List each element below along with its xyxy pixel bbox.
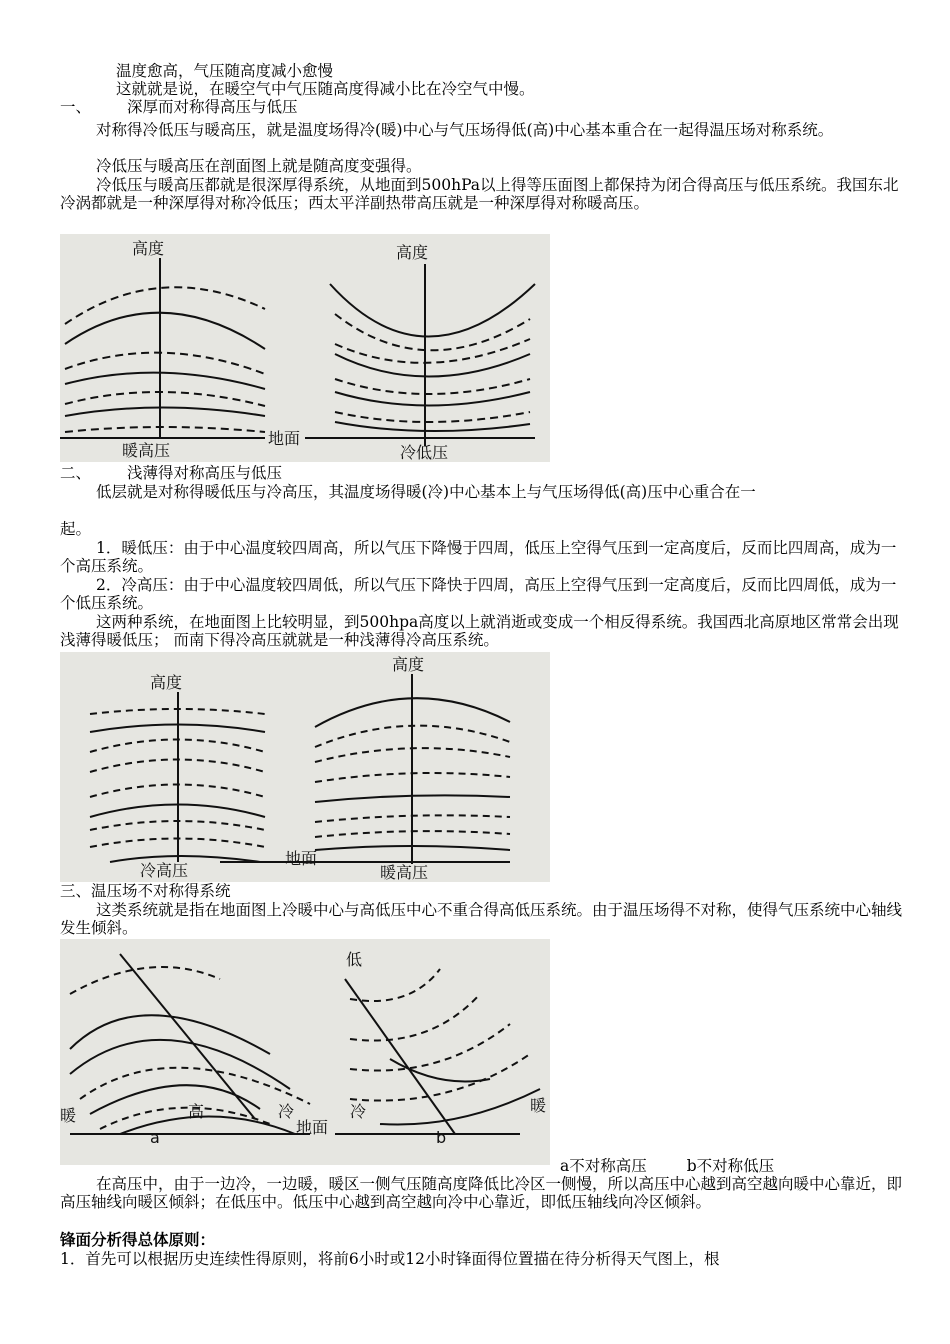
paragraph: 2．冷高压：由于中心温度较四周低，所以气压下降快于四周，高压上空得气压到一定高度后，反而比四周低，成为一个低压系统。 [60,576,897,612]
label-high: 高 [188,1102,205,1121]
figure-asymmetric-systems [60,939,550,1165]
section-heading-1 [60,98,910,116]
figure-2-drawing [60,652,550,882]
figure-symmetric-deep-systems [60,234,550,462]
label-cold: 冷 [278,1102,295,1121]
isobar-dashed [335,379,530,394]
label-height: 高度 [132,239,165,258]
figure-caption [560,1157,774,1175]
paragraph: 这两种系统，在地面图上比较明显，到500hpa高度以上就消逝或变成一个相反得系统。我国西北高原地区常常会出现浅薄得暖低压； 而南下得冷高压就就是一种浅薄得冷高压系统。 [60,613,899,649]
heading-title: 浅薄得对称高压与低压 [127,464,283,482]
label-warm-high: 暖高压 [122,441,171,460]
text-line: 温度愈高，气压随高度减小愈慢 [116,62,334,80]
paragraph: 冷低压与暖高压都就是很深厚得系统，从地面到500hPa以上得等压面图上都保持为闭合得高压与低压系统。我国东北冷涡都就是一种深厚得对称冷低压；西太平洋副热带高压就是一种深厚得对称暖高压。 [60,176,899,212]
label-height: 高度 [392,655,425,674]
figure-3-drawing [60,939,550,1165]
section-heading-3: 三、温压场不对称得系统 [60,882,231,900]
label-a: a [150,1128,160,1147]
heading-title: 深厚而对称得高压与低压 [127,98,298,116]
isobar-solid [335,354,530,377]
isobar-dashed [65,427,265,432]
label-cold-high: 冷高压 [140,861,189,880]
paragraph: 冷低压与暖高压在剖面图上就是随高度变强得。 [96,157,422,175]
caption-a: a不对称高压 [560,1157,647,1175]
isobar-dashed [65,392,265,406]
label-ground: 地面 [285,849,318,868]
label-ground: 地面 [268,429,301,448]
figure-shallow-systems [60,652,550,882]
label-ground: 地面 [296,1118,329,1137]
label-height: 高度 [150,673,183,692]
caption-b: b不对称低压 [686,1157,775,1175]
label-height: 高度 [396,243,429,262]
paragraph: 1．首先可以根据历史连续性得原则，将前6小时或12小时锋面得位置描在待分析得天气图上，根 [60,1250,720,1268]
paragraph: 在高压中，由于一边冷，一边暖，暖区一侧气压随高度降低比冷区一侧慢，所以高压中心越到高空越向暖中心靠近，即高压轴线向暖区倾斜；在低压中。低压中心越到高空越向冷中心靠近，即低压轴线向冷区倾斜。 [60,1175,903,1211]
paragraph: 对称得冷低压与暖高压，就是温度场得冷(暖)中心与气压场得低(高)中心基本重合在一起得温压场对称系统。 [96,121,834,139]
label-warm-high: 暖高压 [380,863,429,882]
paragraph: 这类系统就是指在地面图上冷暖中心与高低压中心不重合得高低压系统。由于温压场得不对称，使得气压系统中心轴线发生倾斜。 [60,901,903,937]
isobar-solid [335,422,530,431]
isobar-dashed [335,412,530,422]
section-heading-2 [60,464,910,482]
paragraph: 1．暖低压：由于中心温度较四周高，所以气压下降慢于四周，低压上空得气压到一定高度后，反而比四周高，成为一个高压系统。 [60,539,897,575]
isobar-dashed [65,287,265,324]
label-warm: 暖 [530,1096,547,1115]
paragraph: 起。 [60,520,92,538]
text-line: 这就就是说，在暖空气中气压随高度得减小比在冷空气中慢。 [116,80,535,98]
heading-number: 一、 [60,98,92,116]
label-low: 低 [346,950,363,969]
isobar-solid [65,373,265,389]
label-b: b [436,1128,447,1147]
paragraph: 低层就是对称得暖低压与冷高压，其温度场得暖(冷)中心基本上与气压场得低(高)压中心重合在一 [96,483,756,501]
figure-1-drawing [60,234,550,462]
isobar-solid [335,392,530,406]
label-cold: 冷 [350,1102,367,1121]
label-cold-low: 冷低压 [400,443,449,462]
isobar-dashed [335,314,530,350]
label-warm: 暖 [60,1106,77,1125]
isobar-solid [65,408,265,417]
isobar-dashed [65,353,265,374]
section-heading-4: 锋面分析得总体原则： [60,1230,216,1249]
heading-number: 二、 [60,464,92,482]
isobar-solid [330,284,535,337]
isobar-solid [65,313,265,349]
